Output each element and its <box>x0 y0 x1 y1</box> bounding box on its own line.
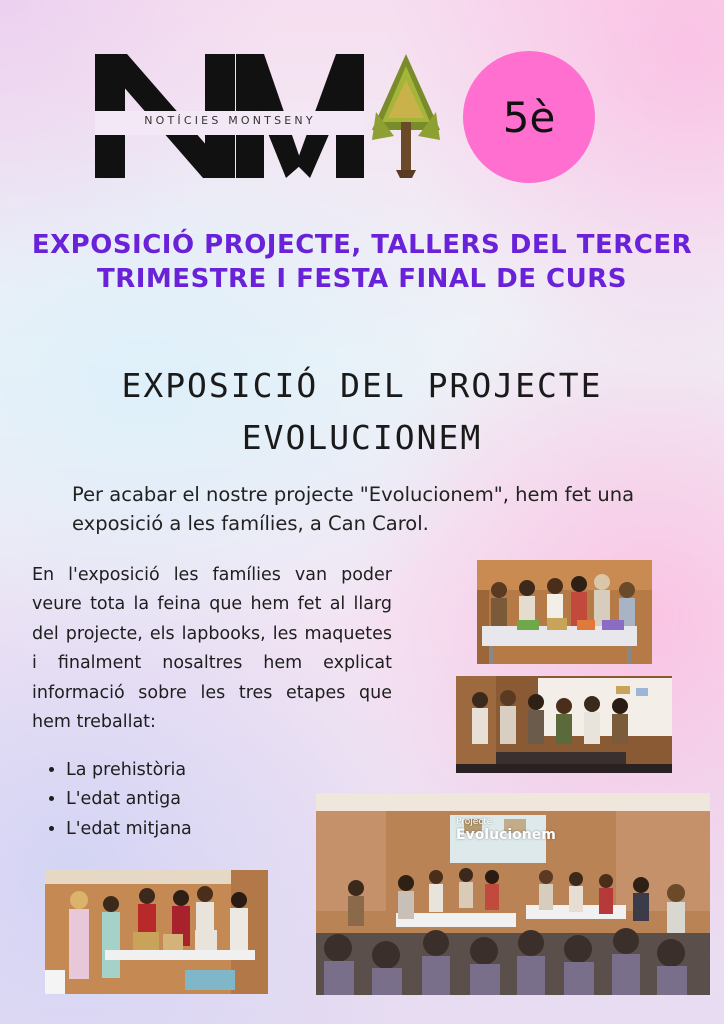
grade-badge-label: 5è <box>502 92 556 142</box>
page-headline: EXPOSICIÓ PROJECTE, TALLERS DEL TERCER TRIMESTRE I FESTA FINAL DE CURS <box>31 230 693 294</box>
photo-audience-room <box>316 793 710 995</box>
list-item: • La prehistòria <box>66 756 192 785</box>
section-title <box>60 360 664 464</box>
photo-costumes <box>45 870 268 994</box>
logo-text: NOTÍCIES MONTSENY <box>144 114 316 127</box>
body-paragraph: En l'exposició les famílies van poder veure tota la feina que hem fet al llarg del projecte, els lapbooks, les maquetes i finalment nosaltres hem explicat informació sobre les tres etapes que hem treballat: <box>32 565 392 733</box>
list-item: • L'edat antiga <box>66 785 192 814</box>
screen-title <box>456 817 556 843</box>
intro-paragraph: Per acabar el nostre projecte "Evolucionem", hem fet una exposició a les famílies, a Can Carol. <box>72 483 635 535</box>
screen-title-line1: Projecte <box>456 817 493 827</box>
photo-presentation <box>456 676 672 773</box>
stages-list <box>44 756 192 844</box>
photo-exhibition-table <box>477 560 652 664</box>
grade-badge <box>463 51 595 183</box>
leaf-tree-icon <box>370 52 442 180</box>
screen-title-line2: Evolucionem <box>456 827 556 843</box>
list-item: • L'edat mitjana <box>66 815 192 844</box>
section-title-line1: EXPOSICIÓ DEL PROJECTE <box>121 366 603 405</box>
section-title-line2: EVOLUCIONEM <box>241 418 483 457</box>
